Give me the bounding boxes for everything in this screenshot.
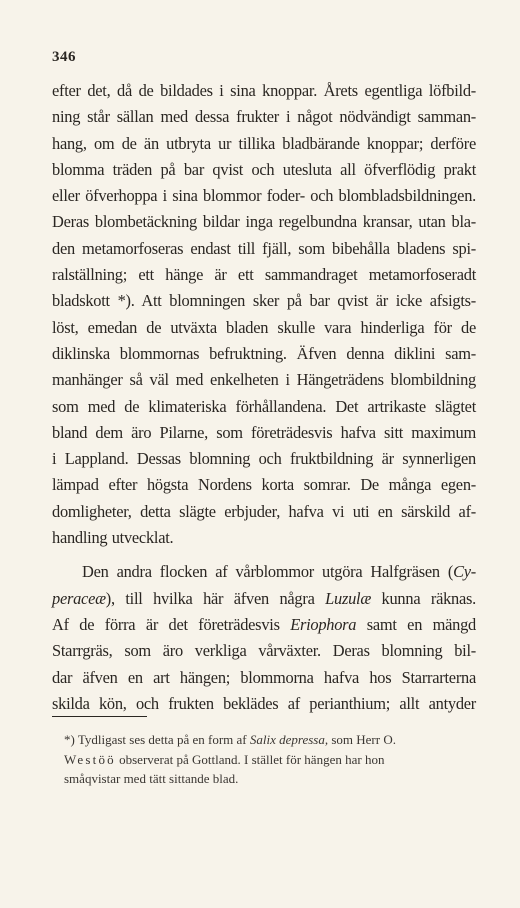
- text-line-2: ning står sällan med dessa frukter i något nödvändigt samman-: [52, 107, 476, 127]
- text-line-7: den metamorfoseras endast till fjäll, som bibehålla bladens spi-: [52, 238, 476, 258]
- text-run: observerat på Gottland. I stället för hängen har hon: [115, 751, 385, 767]
- footnote-line-2: [52, 750, 476, 770]
- text-line-16: lämpad efter högsta Nordens korta somrar. De många egen-: [52, 475, 476, 495]
- text-run: kunna räknas.: [371, 588, 476, 608]
- text-line-10: löst, emedan de utväxta bladen skulle vara hinderliga för de: [52, 317, 476, 337]
- text-line-11: diklinska blommornas befruktning. Äfven denna diklini sam-: [52, 343, 476, 363]
- text-line-18: handling utvecklat.: [52, 528, 174, 548]
- text-line-3: hang, om de än utbryta ur tillika bladbärande knoppar; derföre: [52, 133, 476, 153]
- italic-run: peraceæ: [52, 588, 106, 608]
- page-number: 346: [52, 49, 76, 65]
- text-run: Af de förra är det företrädesvis: [52, 614, 291, 634]
- text-line-21: [52, 612, 476, 638]
- text-line-6: Deras blombetäckning bildar inga regelbundna kransar, utan bla-: [52, 212, 476, 232]
- text-run: Den andra flocken af vårblommor utgöra Halfgräsen (: [82, 562, 454, 582]
- text-run: som Herr O.: [328, 732, 396, 747]
- main-text: [52, 78, 476, 717]
- text-line-19: [52, 559, 476, 585]
- text-line-9: bladskott *). Att blomningen sker på bar qvist är icke afsigts-: [52, 291, 476, 311]
- text-line-23: dar äfven en art hängen; blommorna hafva hos Starrarterna: [52, 667, 476, 687]
- text-line-24: skilda kön, och frukten beklädes af perianthium; allt antyder: [52, 693, 476, 713]
- text-line-1: efter det, då de bildades i sina knoppar. Årets egentliga löfbild-: [52, 81, 476, 100]
- footnote-rule: [52, 716, 147, 717]
- footnote-line-3: småqvistar med tätt sittande blad.: [64, 771, 239, 787]
- italic-run: Luzulæ: [325, 588, 372, 608]
- footnote: [52, 730, 476, 789]
- paragraph-gap: [52, 551, 476, 559]
- text-line-13: som med de klimateriska förhållandena. Det artrikaste slägtet: [52, 396, 476, 416]
- footnote-line-1: [52, 730, 476, 750]
- text-line-14: bland dem äro Pilarne, som företrädesvis hafva sitt maximum: [52, 422, 476, 442]
- italic-run: Cy-: [453, 562, 476, 582]
- spaced-name: Westöö: [64, 751, 116, 767]
- text-run: ), till hvilka här äfven några: [105, 588, 326, 608]
- text-line-20: [52, 586, 476, 612]
- text-run: *) Tydligast ses detta på en form af: [64, 732, 250, 747]
- text-line-8: ralställning; ett hänge är ett sammandraget metamorfoseradt: [52, 265, 476, 285]
- text-line-22: Starrgräs, som äro verkliga vårväxter. Deras blomning bil-: [52, 641, 476, 661]
- text-line-15: i Lappland. Dessas blomning och fruktbildning är synnerligen: [52, 449, 476, 469]
- italic-run: Salix depressa,: [249, 732, 329, 747]
- text-run: samt en mängd: [356, 614, 476, 634]
- text-line-12: manhänger så väl med enkelheten i Hängeträdens blombildning: [52, 370, 476, 390]
- text-line-17: domligheter, detta slägte erbjuder, hafva vi uti en särskild af-: [52, 501, 476, 521]
- text-line-5: eller öfverhoppa i sina blommor foder- och blombladsbildningen.: [52, 186, 476, 206]
- italic-run: Eriophora: [290, 614, 357, 634]
- text-line-4: blomma träden på bar qvist och utesluta all öfverflödig prakt: [52, 159, 476, 179]
